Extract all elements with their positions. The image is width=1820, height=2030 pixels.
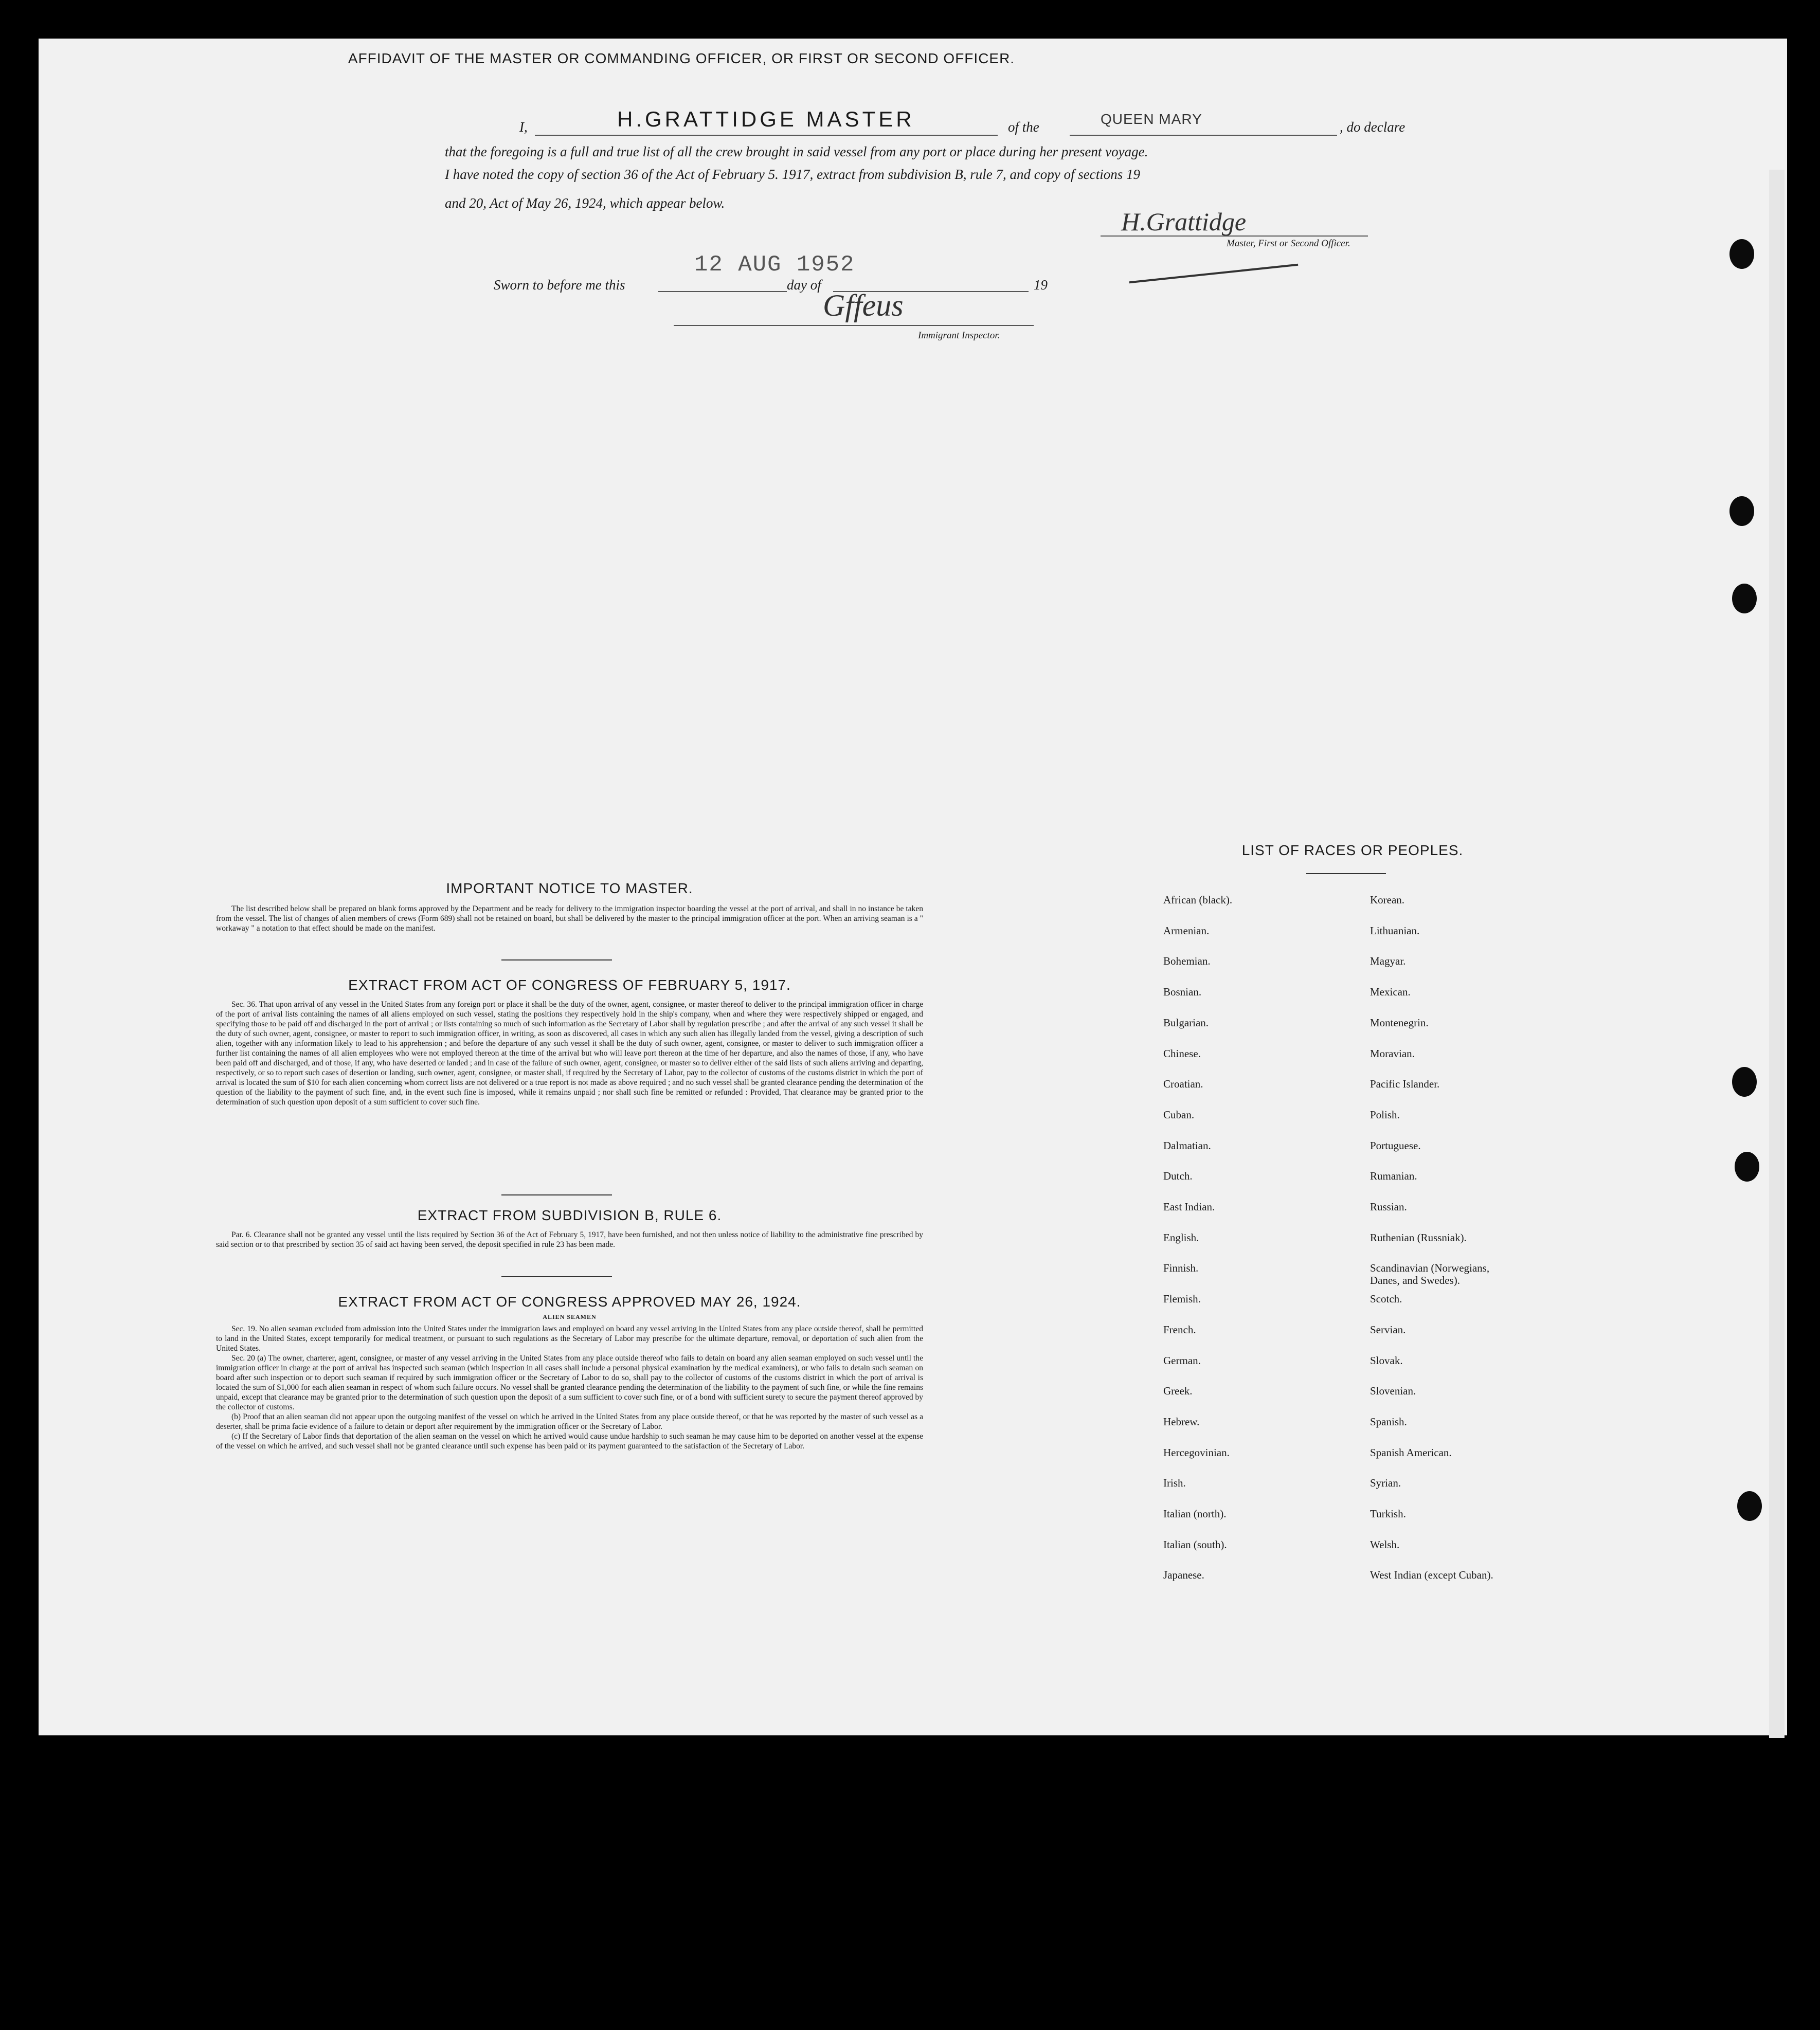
date-stamp: 12 AUG 1952: [694, 252, 855, 278]
race-item: East Indian.: [1163, 1201, 1215, 1213]
vessel-name-stamp: QUEEN MARY: [1101, 111, 1202, 127]
race-item: West Indian (except Cuban).: [1370, 1569, 1493, 1582]
year-prefix: 19: [1034, 277, 1048, 293]
race-item: Mexican.: [1370, 986, 1411, 999]
extract-rule6-title: EXTRACT FROM SUBDIVISION B, RULE 6.: [417, 1207, 722, 1223]
master-caption: Master, First or Second Officer.: [1227, 238, 1350, 249]
race-item: Korean.: [1370, 894, 1405, 906]
race-item: Magyar.: [1370, 955, 1406, 968]
divider: [501, 959, 612, 960]
affidavit-body-line-3: and 20, Act of May 26, 1924, which appear below.: [445, 195, 725, 211]
race-item: Bosnian.: [1163, 986, 1202, 999]
extract-rule6-section: [216, 1207, 923, 1249]
notice-text: The list described below shall be prepared on blank forms approved by the Department and be ready for delivery to the immigration inspector boarding the vessel at the port of arrival, and shall in no instance be taken from the vessel. The list of changes of alien members of crews (Form 689) shall not be retained on board, but shall be delivered by the master to the principal immigration officer at the port. When an arriving seaman is a " workaway " a notation to that effect should be made on the manifest.: [216, 904, 923, 933]
of-the-label: of the: [1008, 119, 1039, 135]
race-item: Croatian.: [1163, 1078, 1203, 1091]
race-item: Chinese.: [1163, 1047, 1201, 1060]
sworn-date-line: [658, 291, 787, 292]
race-item: Russian.: [1370, 1201, 1407, 1213]
races-title: LIST OF RACES OR PEOPLES.: [1241, 842, 1464, 858]
race-item: Portuguese.: [1370, 1139, 1421, 1152]
sworn-label: Sworn to before me this: [494, 277, 625, 293]
vessel-line: [1070, 135, 1337, 136]
affidavit-body-line-2: I have noted the copy of section 36 of the Act of February 5. 1917, extract from subdivision B, rule 7, and copy of sections 19: [445, 167, 1140, 182]
master-signature-line: [1101, 235, 1368, 237]
race-item: Flemish.: [1163, 1293, 1201, 1306]
race-item: Spanish.: [1370, 1415, 1407, 1428]
i-label: I,: [519, 119, 528, 135]
divider: [501, 1194, 612, 1195]
race-item: Moravian.: [1370, 1047, 1415, 1060]
race-item: German.: [1163, 1354, 1201, 1367]
race-item: Syrian.: [1370, 1477, 1401, 1490]
race-item: Hercegovinian.: [1163, 1446, 1230, 1459]
section-20c-text: (c) If the Secretary of Labor finds that deportation of the alien seaman on the vessel on which he arrived would cause undue hardship to such seaman he may cause him to be deported on another vessel at the expense of the vessel on which he arrived, and such vessel shall not be granted clearance until such expense has been paid or its payment guaranteed to the satisfaction of the Secretary of Labor.: [216, 1432, 923, 1451]
race-item: French.: [1163, 1323, 1196, 1336]
race-item: Bohemian.: [1163, 955, 1211, 968]
notice-section: [216, 880, 923, 933]
binder-hole: [1732, 1067, 1757, 1097]
race-item: Turkish.: [1370, 1508, 1406, 1520]
race-item: Lithuanian.: [1370, 924, 1420, 937]
race-item: Dutch.: [1163, 1170, 1193, 1183]
binder-hole: [1737, 1491, 1762, 1521]
extract-1917-text: Sec. 36. That upon arrival of any vessel in the United States from any foreign port or place it shall be the duty of the owner, agent, consignee, or master thereof to deliver to the principal immigration officer in charge of the port of arrival lists containing the names of all aliens employed on such vessel, stating the positions they respectively hold in the ship's company, when and where they were respectively shipped or engaged, and specifying those to be paid off and discharged in the port of arrival ; or lists containing so much of such information as the Secretary of Labor shall by regulation prescribe ; and after the arrival of any such vessel it shall be the duty of such owner, agent, consignee, or master to report to such immigration officer, in writing, as soon as discovered, all cases in which any such alien has illegally landed from the vessel, giving a description of such alien, together with any information likely to lead to his apprehension ; and before the departure of any such vessel it shall be the duty of such owner, agent, consignee, or master to deliver to such immigration officer a further list containing the names of all alien employees who were not employed thereon at the time of the arrival but who will leave port thereon at the time of her departure, and also the names of those, if any, who have been paid off and discharged, and of those, if any, who have deserted or landed ; and in case of the failure of such owner, agent, consignee, or master so to deliver either of the said lists of such aliens arriving and departing, respectively, or so to report such cases of desertion or landing, such owner, agent, consignee, or master shall, if required by the Secretary of Labor, pay to the collector of customs of the customs district in which the port of arrival is located the sum of $10 for each alien concerning whom correct lists are not delivered or a true report is not made as above required ; and no such vessel shall be granted clearance pending the determination of the question of the liability to the payment of such fine, and, in the event such fine is imposed, while it remains unpaid ; nor shall such fine be remitted or refunded : Provided, That clearance may be granted prior to the determination of such question upon deposit of a sum sufficient to cover such fine.: [216, 1000, 923, 1107]
race-item: Dalmatian.: [1163, 1139, 1211, 1152]
race-item: Italian (south).: [1163, 1538, 1227, 1551]
section-19-text: Sec. 19. No alien seaman excluded from admission into the United States under the immigration laws and employed on board any vessel arriving in the United States from any place outside thereof, shall be permitted to land in the United States, except temporarily for medical treatment, or pursuant to such regulations as the Secretary of Labor may prescribe for the ultimate departure, removal, or deportation of such alien from the United States.: [216, 1325, 923, 1353]
divider: [1306, 873, 1386, 874]
race-item: Montenegrin.: [1370, 1016, 1429, 1029]
race-item: Japanese.: [1163, 1569, 1204, 1582]
do-declare-label: , do declare: [1340, 119, 1405, 135]
extract-1917-section: [216, 977, 923, 1107]
extract-rule6-text: Par. 6. Clearance shall not be granted any vessel until the lists required by Section 36 of the Act of February 5, 1917, have been furnished, and not then unless notice of liability to the administrative fine prescribed by said section or to that prescribed by section 35 of said act having been served, the deposit specified in rule 23 has been made.: [216, 1230, 923, 1249]
race-item: Welsh.: [1370, 1538, 1400, 1551]
binder-hole: [1735, 1152, 1759, 1182]
extract-1924-section: [216, 1294, 923, 1451]
race-item: Scandinavian (Norwegians, Danes, and Swedes).: [1370, 1262, 1490, 1287]
race-item: Slovak.: [1370, 1354, 1403, 1367]
race-item: Spanish American.: [1370, 1446, 1452, 1459]
affidavit-body-line-1: that the foregoing is a full and true list of all the crew brought in said vessel from any port or place during her present voyage.: [445, 144, 1148, 159]
race-item: Scotch.: [1370, 1293, 1402, 1306]
race-item: Irish.: [1163, 1477, 1186, 1490]
race-item: African (black).: [1163, 894, 1233, 906]
race-item: Slovenian.: [1370, 1385, 1416, 1398]
race-item: Bulgarian.: [1163, 1016, 1209, 1029]
race-item: Rumanian.: [1370, 1170, 1417, 1183]
race-item: Greek.: [1163, 1385, 1193, 1398]
section-20b-text: (b) Proof that an alien seaman did not appear upon the outgoing manifest of the vessel on which he arrived in the United States from any place outside thereof, or that he was reported by the master of such vessel as a deserter, shall be prima facie evidence of a failure to detain or deport after requirement by the immigration officer or the Secretary of Labor.: [216, 1412, 923, 1431]
notice-title: IMPORTANT NOTICE TO MASTER.: [446, 880, 693, 896]
binder-hole: [1729, 239, 1754, 269]
master-name-handwritten: H.GRATTIDGE MASTER: [617, 107, 915, 131]
race-item: Finnish.: [1163, 1262, 1199, 1275]
race-item: Cuban.: [1163, 1108, 1195, 1121]
extract-1917-title: EXTRACT FROM ACT OF CONGRESS OF FEBRUARY 5, 1917.: [348, 977, 791, 993]
binder-hole: [1729, 496, 1754, 526]
race-item: Hebrew.: [1163, 1415, 1200, 1428]
master-signature: H.Grattidge: [1121, 207, 1247, 236]
day-of-label: day of: [787, 277, 821, 293]
page-edge: [1769, 170, 1785, 1738]
race-item: English.: [1163, 1231, 1199, 1244]
affidavit-title: AFFIDAVIT OF THE MASTER OR COMMANDING OFFICER, OR FIRST OR SECOND OFFICER.: [348, 50, 1015, 66]
inspector-signature-line: [674, 325, 1034, 326]
divider: [501, 1276, 612, 1277]
inspector-caption: Immigrant Inspector.: [918, 330, 1000, 341]
race-item: Ruthenian (Russniak).: [1370, 1231, 1467, 1244]
race-item: Servian.: [1370, 1323, 1406, 1336]
inspector-signature: Gffeus: [823, 288, 904, 322]
binder-hole: [1732, 584, 1757, 613]
extract-1924-title: EXTRACT FROM ACT OF CONGRESS APPROVED MAY 26, 1924.: [338, 1294, 801, 1310]
name-line: [535, 135, 998, 136]
section-20a-text: Sec. 20 (a) The owner, charterer, agent, consignee, or master of any vessel arriving in the United States from any place outside thereof who fails to detain on board any alien seaman employed on such vessel until the immigration officer in charge at the port of arrival has inspected such seaman (which inspection in all cases shall include a personal physical examination by the medical examiners), or who fails to detain such seaman on board after such inspection or to deport such seaman if required by such immigration officer or the Secretary of Labor to do so, shall pay to the collector of customs of the customs district in which the port of arrival is located the sum of $1,000 for each alien seaman in respect of whom such failure occurs. No vessel shall be granted clearance pending the determination of the liability to the payment of such fine, or while the fine remains unpaid, except that clearance may be granted prior to the determination of such question upon the deposit of a sum sufficient to cover such fine, or of a bond with sufficient surety to secure the payment thereof approved by the collector of customs.: [216, 1354, 923, 1411]
race-item: Pacific Islander.: [1370, 1078, 1440, 1091]
race-item: Armenian.: [1163, 924, 1210, 937]
race-item: Italian (north).: [1163, 1508, 1227, 1520]
extract-1924-subtitle: ALIEN SEAMEN: [543, 1313, 597, 1320]
race-item: Polish.: [1370, 1108, 1400, 1121]
